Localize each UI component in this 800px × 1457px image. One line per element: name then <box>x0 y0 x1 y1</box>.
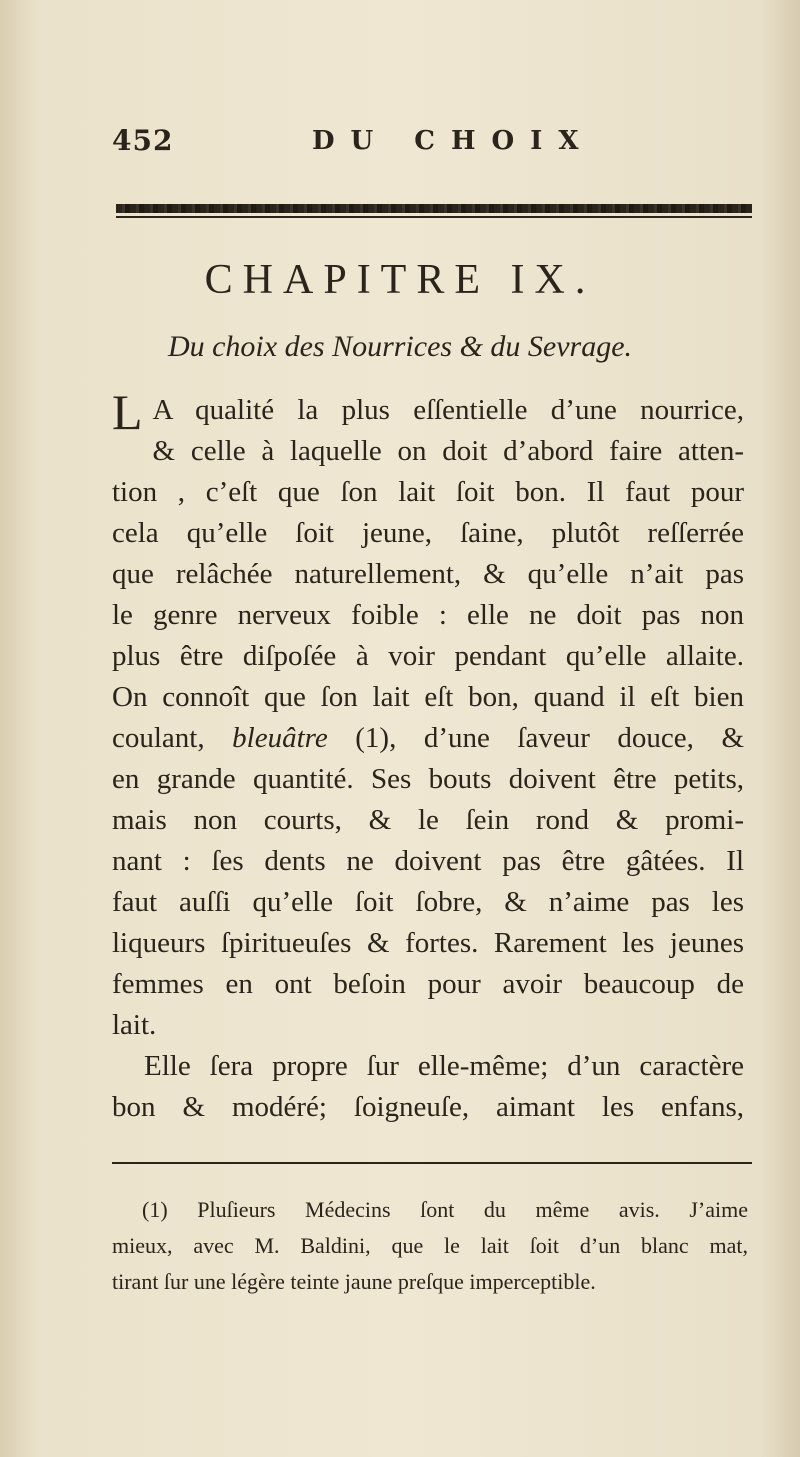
text-line: faut auſſi qu’elle ſoit ſobre, & n’aime pas les <box>112 886 744 918</box>
footnote-line: tirant ſur une légère teinte jaune preſque imperceptible. <box>112 1269 596 1294</box>
text-line: liqueurs ſpiritueuſes & fortes. Rarement les jeunes <box>112 927 744 959</box>
text-line: bon & modéré; ſoigneuſe, aimant les enfans, <box>112 1091 744 1123</box>
text-line: On connoît que ſon lait eſt bon, quand il eſt bien <box>112 681 744 713</box>
drop-cap: L <box>112 384 143 440</box>
page-header <box>112 118 752 158</box>
text-line: lait. <box>112 1009 157 1041</box>
text-line: L A qualité la plus eſſentielle d’une nourrice, <box>112 384 744 440</box>
text-line: & celle à laquelle on doit d’abord faire atten- <box>152 435 744 467</box>
body-text <box>112 384 745 1128</box>
footnote-line: mieux, avec M. Baldini, que le lait ſoit d’un blanc mat, <box>112 1233 748 1258</box>
text-line: femmes en ont beſoin pour avoir beaucoup de <box>112 968 744 1000</box>
text-line: Elle ſera propre ſur elle-même; d’un caractère <box>144 1050 744 1082</box>
text-line: cela qu’elle ſoit jeune, ſaine, plutôt reſſerrée <box>112 517 744 549</box>
text-line: tion , c’eſt que ſon lait ſoit bon. Il faut pour <box>112 476 744 508</box>
chapter-title: CHAPITRE IX. <box>204 257 596 303</box>
chapter-subtitle: Du choix des Nourrices & du Sevrage. <box>167 330 633 363</box>
text-line: mais non courts, & le ſein rond & promi- <box>112 804 744 836</box>
footnote-line: (1) Pluſieurs Médecins ſont du même avis. J’aime <box>142 1197 748 1222</box>
footnote-rule <box>112 1162 752 1164</box>
text-line: en grande quantité. Ses bouts doivent être petits, <box>112 763 744 795</box>
text-line: le genre nerveux foible : elle ne doit pas non <box>112 599 744 631</box>
text-line: que relâchée naturellement, & qu’elle n’ait pas <box>112 558 744 590</box>
ornamental-rule <box>116 196 752 222</box>
text-line: coulant, bleuâtre (1), d’une ſaveur douce, & <box>112 722 745 754</box>
footnote <box>112 1192 748 1300</box>
running-head: DU CHOIX <box>312 126 595 156</box>
ornamental-rule-thick <box>116 204 752 213</box>
text-line: plus être diſpoſée à voir pendant qu’elle allaite. <box>112 640 744 672</box>
text-line: nant : ſes dents ne doivent pas être gâtées. Il <box>112 845 744 877</box>
page-number: 452 <box>112 124 174 157</box>
italic-term: bleuâtre <box>232 722 328 754</box>
ornamental-rule-thin <box>116 216 752 218</box>
